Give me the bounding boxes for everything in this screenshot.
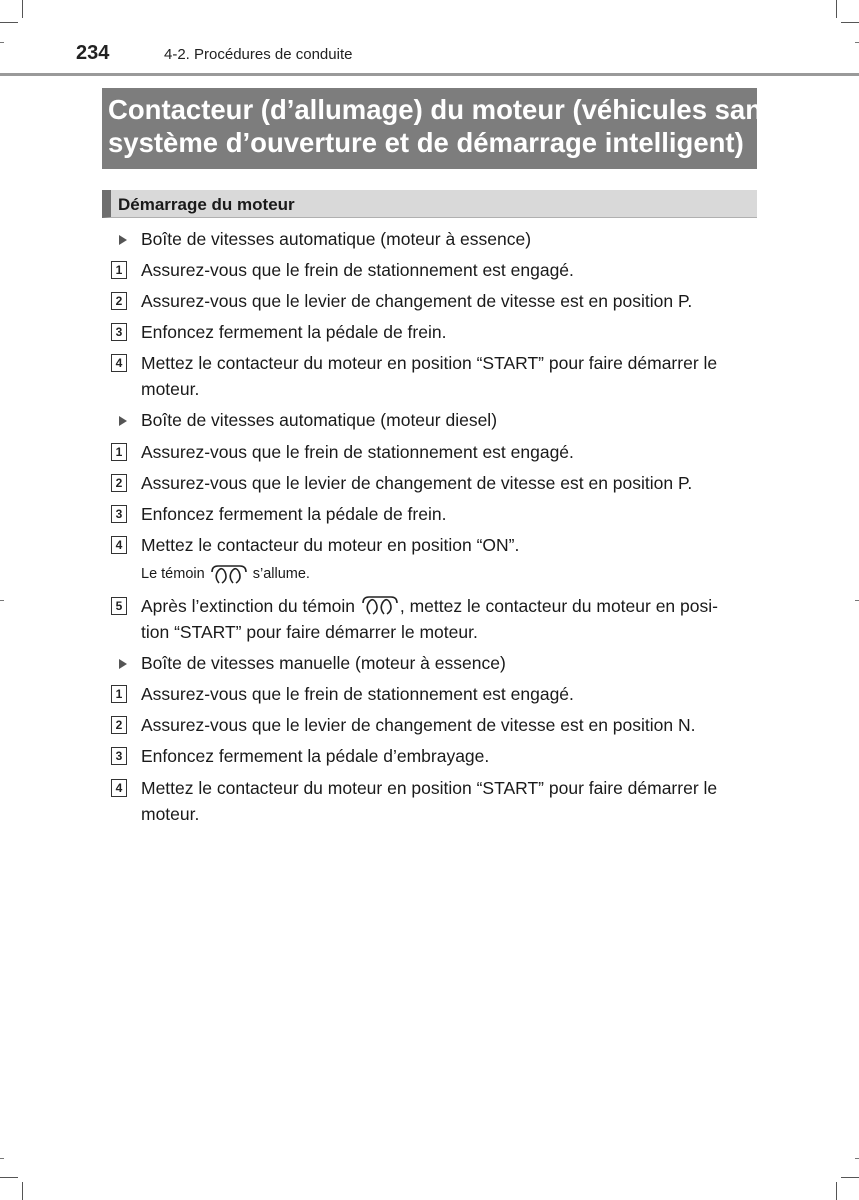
step-text: Assurez-vous que le frein de stationnement est engagé.	[141, 260, 574, 280]
crop-mark	[836, 0, 837, 18]
note-text-after: s’allume.	[252, 566, 310, 582]
step-text-after: , mettez le contacteur du moteur en posi-	[399, 596, 718, 616]
crop-mark	[0, 22, 18, 23]
title-line-1: Contacteur (d’allumage) du moteur (véhicules sans	[108, 94, 778, 125]
step-text: Assurez-vous que le levier de changement de vitesse est en position P.	[141, 473, 693, 493]
step-number: 4	[111, 354, 127, 372]
step-text: Mettez le contacteur du moteur en position “START” pour faire démarrer le	[141, 778, 718, 798]
step-text-before: Après l’extinction du témoin	[141, 596, 355, 616]
crop-mark	[841, 1177, 859, 1178]
section-reference: 4-2. Procédures de conduite	[164, 46, 353, 63]
triangle-bullet-icon	[119, 416, 127, 426]
crop-mark	[22, 1182, 23, 1200]
group-heading-label: Boîte de vitesses automatique (moteur diesel)	[141, 410, 498, 430]
page-header	[76, 42, 856, 74]
page-title	[102, 88, 778, 169]
step-text-continued: tion “START” pour faire démarrer le moteur.	[141, 622, 478, 642]
step-number: 2	[111, 292, 127, 310]
section-heading	[102, 190, 757, 218]
step-number: 2	[111, 716, 127, 734]
crop-mark	[841, 22, 859, 23]
triangle-bullet-icon	[119, 659, 127, 669]
page-number: 234	[76, 42, 110, 64]
crop-tick	[855, 600, 859, 601]
step-number: 3	[111, 323, 127, 341]
step-text: Assurez-vous que le frein de stationnement est engagé.	[141, 442, 574, 462]
step-text: Enfoncez fermement la pédale de frein.	[141, 504, 447, 524]
step-number: 1	[111, 261, 127, 279]
step-text: Mettez le contacteur du moteur en position “ON”.	[141, 535, 520, 555]
crop-mark	[22, 0, 23, 18]
step-number: 3	[111, 505, 127, 523]
step-text	[141, 593, 756, 619]
group-heading-label: Boîte de vitesses manuelle (moteur à essence)	[141, 653, 506, 673]
step-text: Mettez le contacteur du moteur en position “START” pour faire démarrer le	[141, 353, 718, 373]
crop-tick	[0, 42, 4, 43]
step-text: Assurez-vous que le levier de changement de vitesse est en position N.	[141, 715, 696, 735]
note-text-before: Le témoin	[141, 566, 205, 582]
step-number: 5	[111, 597, 127, 615]
step-number: 4	[111, 779, 127, 797]
group-heading-label: Boîte de vitesses automatique (moteur à essence)	[141, 229, 532, 249]
triangle-bullet-icon	[119, 235, 127, 245]
step-number: 1	[111, 443, 127, 461]
glow-plug-indicator-icon	[360, 594, 400, 616]
step-number: 1	[111, 685, 127, 703]
step-note	[141, 563, 310, 585]
title-line-2: système d’ouverture et de démarrage intelligent)	[108, 127, 744, 158]
crop-mark	[0, 1177, 18, 1178]
crop-tick	[0, 1158, 4, 1159]
header-divider	[0, 73, 859, 76]
step-number: 4	[111, 536, 127, 554]
step-text: Assurez-vous que le frein de stationnement est engagé.	[141, 684, 574, 704]
crop-tick	[0, 600, 4, 601]
crop-mark	[836, 1182, 837, 1200]
step-text-continued: moteur.	[141, 379, 200, 399]
section-heading-label: Démarrage du moteur	[118, 195, 295, 214]
step-number: 3	[111, 747, 127, 765]
glow-plug-indicator-icon	[209, 563, 249, 585]
step-text: Enfoncez fermement la pédale de frein.	[141, 322, 447, 342]
crop-tick	[855, 1158, 859, 1159]
step-number: 2	[111, 474, 127, 492]
step-text: Enfoncez fermement la pédale d’embrayage.	[141, 746, 490, 766]
step-text-continued: moteur.	[141, 804, 200, 824]
step-text: Assurez-vous que le levier de changement de vitesse est en position P.	[141, 291, 693, 311]
